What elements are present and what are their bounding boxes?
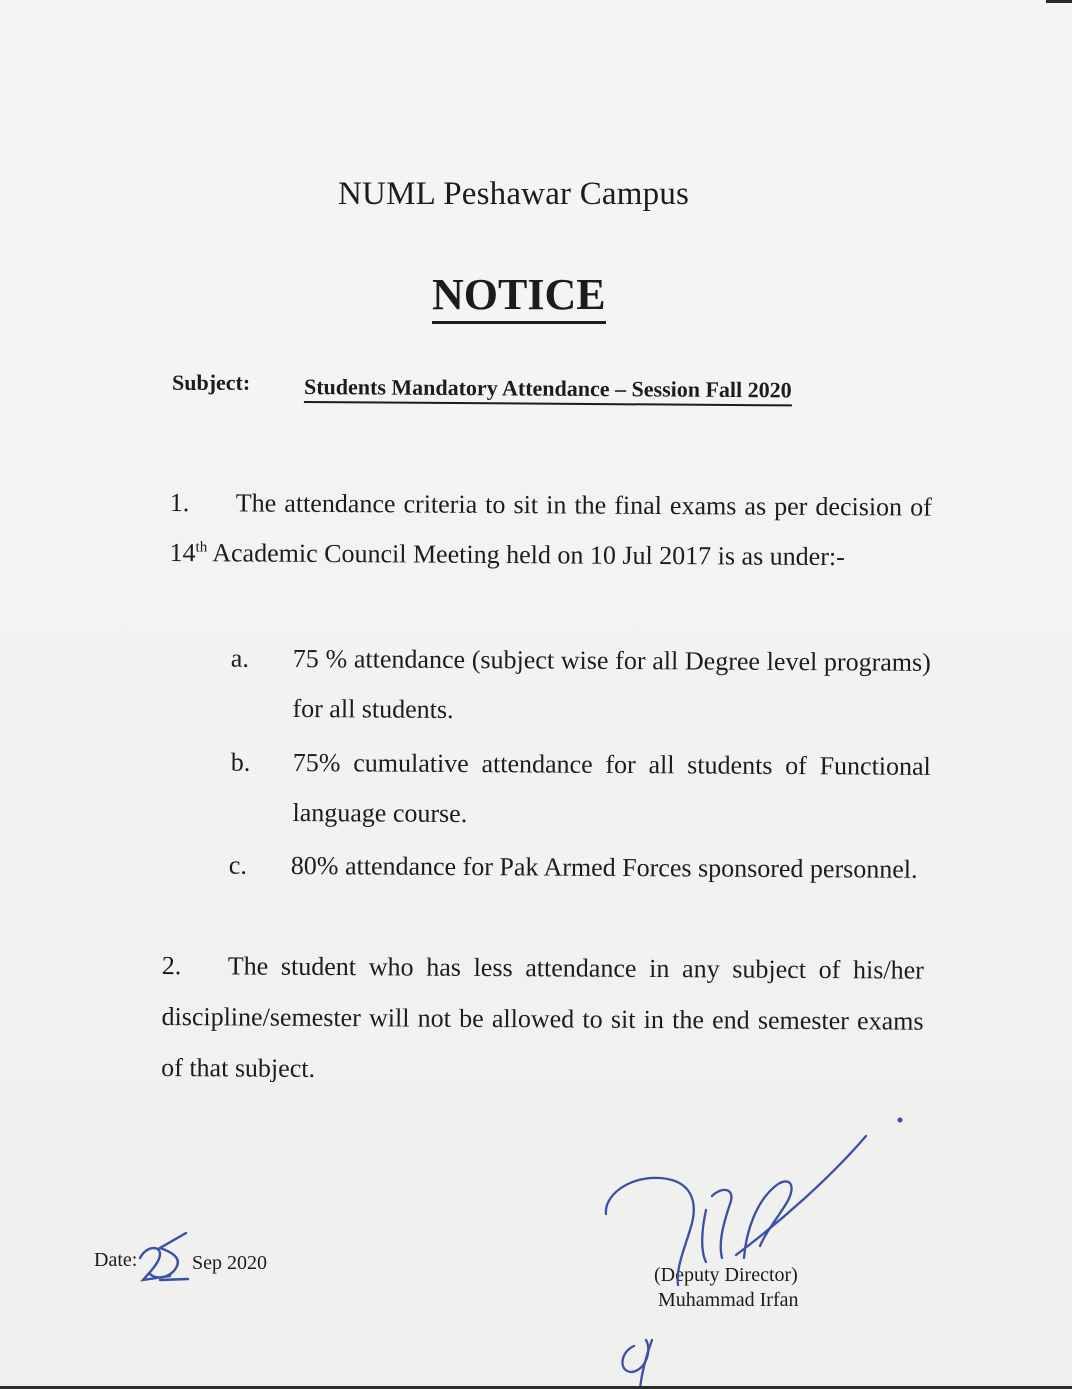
signature	[606, 1119, 902, 1285]
initials-mark	[622, 1340, 652, 1388]
notice-title: NOTICE	[432, 270, 606, 324]
paragraph-1-ordinal-suffix: th	[195, 539, 208, 556]
criteria-letter: a.	[230, 643, 249, 673]
subject-label: Subject:	[172, 370, 251, 395]
paragraph-1-text-end: Academic Council Meeting held on 10 Jul 2017 is as under:-	[207, 538, 845, 572]
criteria-text: 75% cumulative attendance for all students of Functional language course.	[292, 747, 931, 829]
date-label: Date:	[94, 1249, 138, 1271]
date-month-year: Sep 2020	[192, 1252, 267, 1274]
signatory-designation: (Deputy Director)	[654, 1264, 798, 1286]
subject-text: Students Mandatory Attendance – Session Fall 2020	[304, 373, 792, 406]
criteria-text: 75 % attendance (subject wise for all Degree level programs) for all students.	[292, 643, 931, 724]
criteria-letter: c.	[228, 850, 247, 880]
criteria-letter: b.	[230, 747, 251, 777]
paragraph-2-number: 2.	[161, 950, 182, 981]
paragraph-1-text-start: The attendance criteria to sit in the final exams as per decision of 14	[169, 488, 932, 568]
paragraph-2-text: The student who has less attendance in any subject of his/her discipline/semester will not be allowed to sit in the end semester exams of that subject.	[161, 951, 924, 1083]
signatory-name: Muhammad Irfan	[658, 1289, 799, 1311]
criteria-text: 80% attendance for Pak Armed Forces sponsored personnel.	[290, 850, 918, 884]
handwritten-day	[140, 1233, 188, 1280]
paragraph-1-number: 1.	[169, 487, 190, 518]
campus-heading: NUML Peshawar Campus	[338, 176, 690, 212]
